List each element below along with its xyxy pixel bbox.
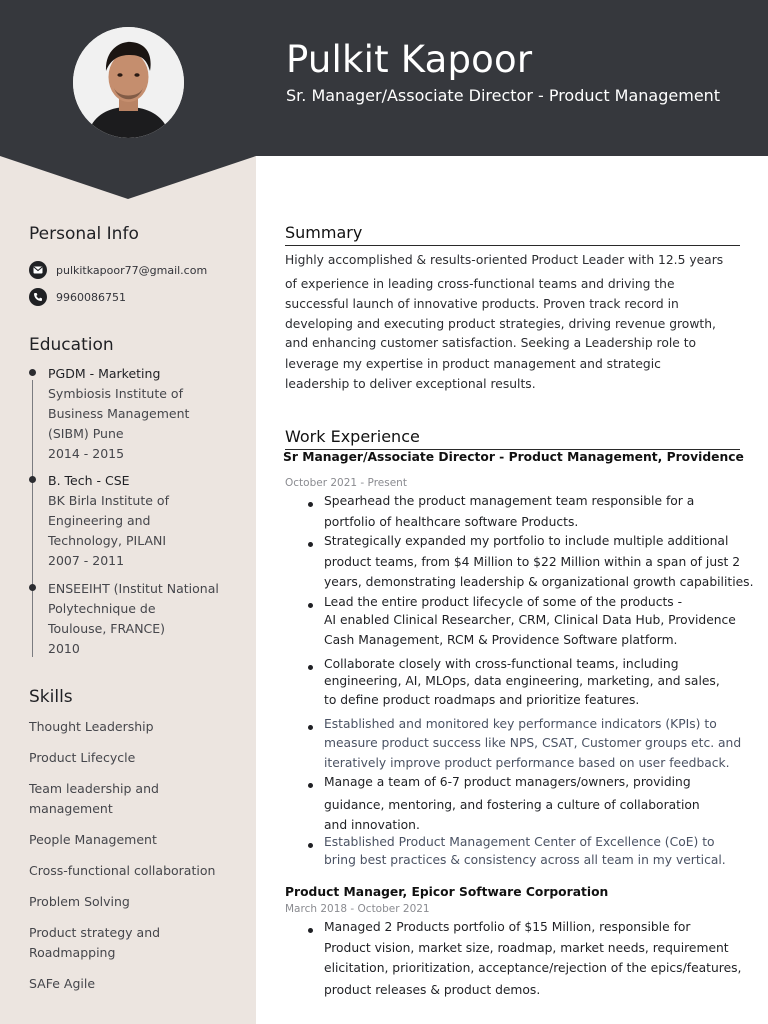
education-item — [48, 364, 189, 464]
bullet-line: guidance, mentoring, and fostering a culture of collaboration — [324, 798, 700, 812]
skill-item: Product Lifecycle — [29, 750, 136, 765]
phone-icon — [29, 288, 47, 306]
email-row[interactable] — [29, 261, 207, 279]
education-detail: Toulouse, FRANCE) — [48, 621, 166, 636]
education-detail: Technology, PILANI — [48, 533, 167, 548]
bullet-line: Manage a team of 6-7 product managers/owners, providing — [324, 775, 691, 789]
education-years: 2014 - 2015 — [48, 446, 125, 461]
skill-item: Cross-functional collaboration — [29, 863, 216, 878]
bullet-dot — [308, 542, 313, 547]
education-detail: BK Birla Institute of — [48, 493, 169, 508]
bullet-line: Cash Management, RCM & Providence Software platform. — [324, 633, 678, 647]
education-item — [48, 579, 219, 659]
bullet-dot — [308, 665, 313, 670]
skill-item — [29, 779, 159, 819]
education-detail: Business Management — [48, 406, 190, 421]
summary-line: successful launch of innovative products. Proven track record in — [285, 297, 679, 311]
work-experience-heading: Work Experience — [285, 427, 420, 446]
skill-item: Thought Leadership — [29, 719, 154, 734]
bullet-line: elicitation, prioritization, acceptance/rejection of the epics/features, — [324, 961, 742, 975]
bullet-dot — [308, 725, 313, 730]
bullet-line: Established Product Management Center of Excellence (CoE) to — [324, 835, 715, 849]
phone-text: 9960086751 — [56, 290, 126, 304]
timeline-dot — [29, 584, 36, 591]
candidate-name: Pulkit Kapoor — [286, 38, 533, 81]
job-dates: October 2021 - Present — [285, 477, 407, 489]
bullet-dot — [308, 843, 313, 848]
skill-item: People Management — [29, 832, 157, 847]
bullet-dot — [308, 928, 313, 933]
education-detail: Polytechnique de — [48, 601, 156, 616]
skills-heading: Skills — [29, 687, 73, 707]
degree-title: B. Tech - CSE — [48, 473, 130, 488]
summary-line: Highly accomplished & results-oriented Product Leader with 12.5 years — [285, 253, 724, 267]
bullet-line: bring best practices & consistency across all team in my vertical. — [324, 853, 726, 867]
skill-item: SAFe Agile — [29, 976, 96, 991]
bullet-line: AI enabled Clinical Researcher, CRM, Clinical Data Hub, Providence — [324, 613, 736, 627]
bullet-line: Lead the entire product lifecycle of some of the products - — [324, 595, 683, 609]
education-timeline-line — [32, 380, 33, 657]
phone-row[interactable] — [29, 288, 126, 306]
bullet-line: product releases & product demos. — [324, 983, 541, 997]
skill-item: Problem Solving — [29, 894, 130, 909]
job-title: Product Manager, Epicor Software Corporation — [285, 885, 609, 899]
summary-line: leadership to deliver exceptional results. — [285, 377, 536, 391]
summary-line: and enhancing customer satisfaction. Seeking a Leadership role to — [285, 336, 697, 350]
avatar — [73, 27, 184, 138]
bullet-line: and innovation. — [324, 818, 420, 832]
bullet-line: measure product success like NPS, CSAT, Customer groups etc. and — [324, 736, 742, 750]
email-text: pulkitkapoor77@gmail.com — [56, 263, 208, 277]
education-item — [48, 471, 169, 571]
education-detail: Symbiosis Institute of — [48, 386, 183, 401]
bullet-line: Collaborate closely with cross-functional teams, including — [324, 657, 679, 671]
bullet-line: iteratively improve product performance based on user feedback. — [324, 756, 730, 770]
education-heading: Education — [29, 335, 114, 355]
bullet-line: years, demonstrating leadership & organizational growth capabilities. — [324, 575, 754, 589]
education-years: 2007 - 2011 — [48, 553, 125, 568]
envelope-icon — [29, 261, 47, 279]
bullet-line: engineering, AI, MLOps, data engineering, marketing, and sales, — [324, 674, 720, 688]
candidate-title: Sr. Manager/Associate Director - Product Management — [286, 86, 721, 105]
skill-line: Roadmapping — [29, 945, 116, 960]
bullet-line: Spearhead the product management team responsible for a — [324, 494, 695, 508]
job-dates: March 2018 - October 2021 — [285, 903, 430, 915]
skill-line: Team leadership and — [29, 781, 159, 796]
bullet-line: Established and monitored key performance indicators (KPIs) to — [324, 717, 717, 731]
summary-divider — [285, 245, 740, 246]
summary-line: developing and executing product strategies, driving revenue growth, — [285, 317, 716, 331]
header-chevron — [0, 155, 256, 200]
bullet-line: portfolio of healthcare software Products. — [324, 515, 579, 529]
education-detail: (SIBM) Pune — [48, 426, 124, 441]
job-title: Sr Manager/Associate Director - Product Management, Providence — [283, 450, 744, 464]
bullet-line: Product vision, market size, roadmap, market needs, requirement — [324, 941, 729, 955]
education-detail: Engineering and — [48, 513, 151, 528]
bullet-line: Managed 2 Products portfolio of $15 Million, responsible for — [324, 920, 691, 934]
skill-line: management — [29, 801, 113, 816]
personal-info-heading: Personal Info — [29, 224, 139, 244]
bullet-dot — [308, 502, 313, 507]
bullet-line: to define product roadmaps and prioritize features. — [324, 693, 640, 707]
degree-title: PGDM - Marketing — [48, 366, 161, 381]
bullet-dot — [308, 783, 313, 788]
summary-heading: Summary — [285, 223, 363, 242]
summary-line: of experience in leading cross-functional teams and driving the — [285, 277, 675, 291]
summary-line: leverage my expertise in product management and strategic — [285, 357, 661, 371]
education-detail: ENSEEIHT (Institut National — [48, 581, 219, 596]
skill-line: Product strategy and — [29, 925, 161, 940]
bullet-dot — [308, 603, 313, 608]
bullet-line: product teams, from $4 Million to $22 Million within a span of just 2 — [324, 555, 741, 569]
education-years: 2010 — [48, 641, 80, 656]
timeline-dot — [29, 369, 36, 376]
bullet-line: Strategically expanded my portfolio to include multiple additional — [324, 534, 729, 548]
skill-item — [29, 923, 160, 963]
timeline-dot — [29, 476, 36, 483]
